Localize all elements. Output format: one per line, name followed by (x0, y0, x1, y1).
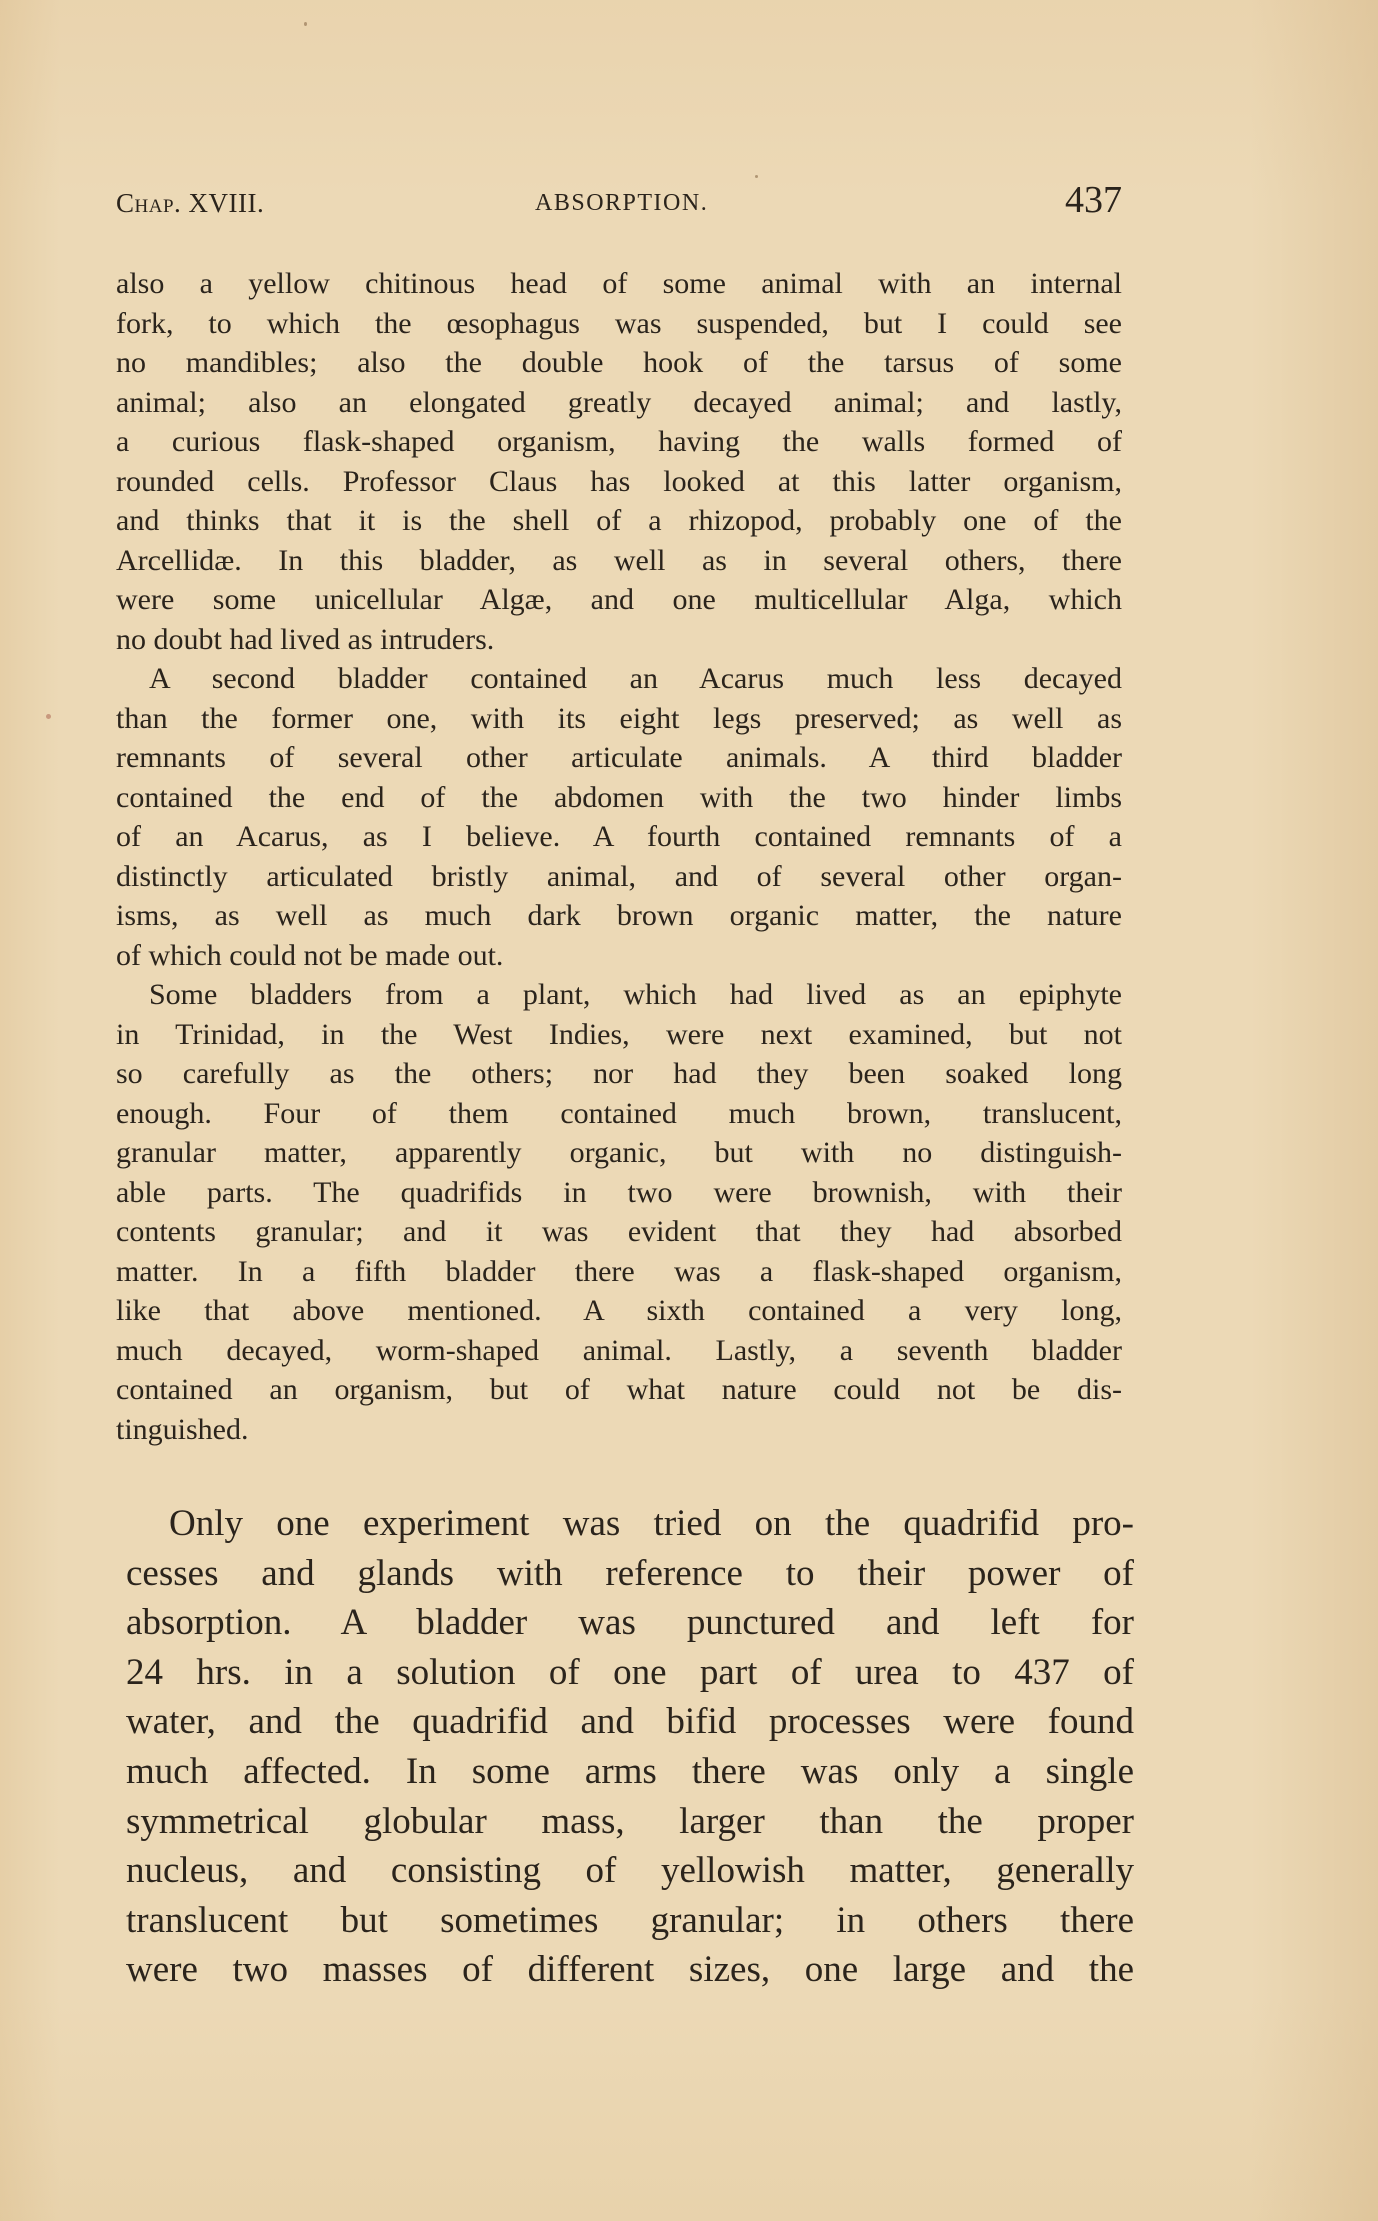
text-line: absorption. A bladder was punctured and left for (126, 1602, 1134, 1644)
text-line: contents granular; and it was evident that they had absorbed (116, 1215, 1122, 1248)
text-line: much decayed, worm-shaped animal. Lastly, a seventh bladder (116, 1333, 1122, 1367)
text-line: no mandibles; also the double hook of the tarsus of some (116, 346, 1122, 379)
text-line: translucent but sometimes granular; in others there (126, 1899, 1134, 1941)
text-line: Arcellidæ. In this bladder, as well as in several others, there (116, 543, 1122, 577)
text-line: enough. Four of them contained much brown, translucent, (116, 1096, 1122, 1130)
running-head (116, 178, 1122, 221)
text-line: and thinks that it is the shell of a rhizopod, probably one of the (116, 504, 1122, 537)
paper-speck (46, 714, 51, 719)
text-line: so carefully as the others; nor had they been soaked long (116, 1057, 1122, 1090)
text-line: a curious flask-shaped organism, having the walls formed of (116, 425, 1122, 458)
text-line: remnants of several other articulate animals. A third bladder (116, 741, 1122, 774)
paragraph (116, 975, 1122, 1449)
text-line: also a yellow chitinous head of some animal with an internal (116, 267, 1122, 300)
text-line: no doubt had lived as intruders. (116, 622, 495, 656)
paper-speck (755, 175, 758, 178)
text-line: of which could not be made out. (116, 938, 504, 972)
large-print-body (126, 1499, 1134, 1995)
paragraph (116, 659, 1122, 975)
paragraph (126, 1499, 1134, 1995)
text-line: able parts. The quadrifids in two were brownish, with their (116, 1175, 1122, 1209)
text-line: distinctly articulated bristly animal, and of several other organ- (116, 859, 1122, 893)
text-line: fork, to which the œsophagus was suspended, but I could see (116, 306, 1122, 340)
text-line: cesses and glands with reference to their power of (126, 1552, 1134, 1594)
paragraph (116, 264, 1122, 659)
text-line: nucleus, and consisting of yellowish matter, generally (126, 1850, 1134, 1892)
text-line: rounded cells. Professor Claus has looked at this latter organism, (116, 464, 1122, 498)
text-line: were two masses of different sizes, one large and the (126, 1949, 1134, 1991)
text-line: Some bladders from a plant, which had lived as an epiphyte (149, 978, 1122, 1011)
text-line: like that above mentioned. A sixth contained a very long, (116, 1294, 1122, 1327)
text-line: were some unicellular Algæ, and one multicellular Alga, which (116, 583, 1122, 616)
text-line: Only one experiment was tried on the quadrifid pro- (169, 1503, 1134, 1544)
text-line: than the former one, with its eight legs preserved; as well as (116, 701, 1122, 735)
page-number: 437 (1065, 179, 1122, 221)
text-line: A second bladder contained an Acarus much less decayed (149, 662, 1122, 695)
text-line: of an Acarus, as I believe. A fourth contained remnants of a (116, 820, 1122, 853)
text-line: animal; also an elongated greatly decayed animal; and lastly, (116, 385, 1122, 419)
chapter-label: Chap. XVIII. (116, 188, 265, 218)
paper-speck (304, 22, 307, 26)
text-line: matter. In a fifth bladder there was a flask-shaped organism, (116, 1254, 1122, 1288)
text-line: contained the end of the abdomen with the two hinder limbs (116, 780, 1122, 814)
text-line: 24 hrs. in a solution of one part of urea to 437 of (126, 1651, 1134, 1693)
text-line: granular matter, apparently organic, but with no distinguish- (116, 1136, 1122, 1169)
text-line: in Trinidad, in the West Indies, were next examined, but not (116, 1017, 1122, 1051)
small-print-body (116, 264, 1122, 1449)
running-title: ABSORPTION. (535, 190, 709, 216)
text-line: water, and the quadrifid and bifid processes were found (126, 1701, 1134, 1743)
text-line: much affected. In some arms there was only a single (126, 1750, 1134, 1792)
text-line: contained an organism, but of what nature could not be dis- (116, 1373, 1122, 1406)
text-line: tinguished. (116, 1412, 249, 1446)
text-line: isms, as well as much dark brown organic matter, the nature (116, 899, 1122, 932)
text-line: symmetrical globular mass, larger than the proper (126, 1800, 1134, 1842)
